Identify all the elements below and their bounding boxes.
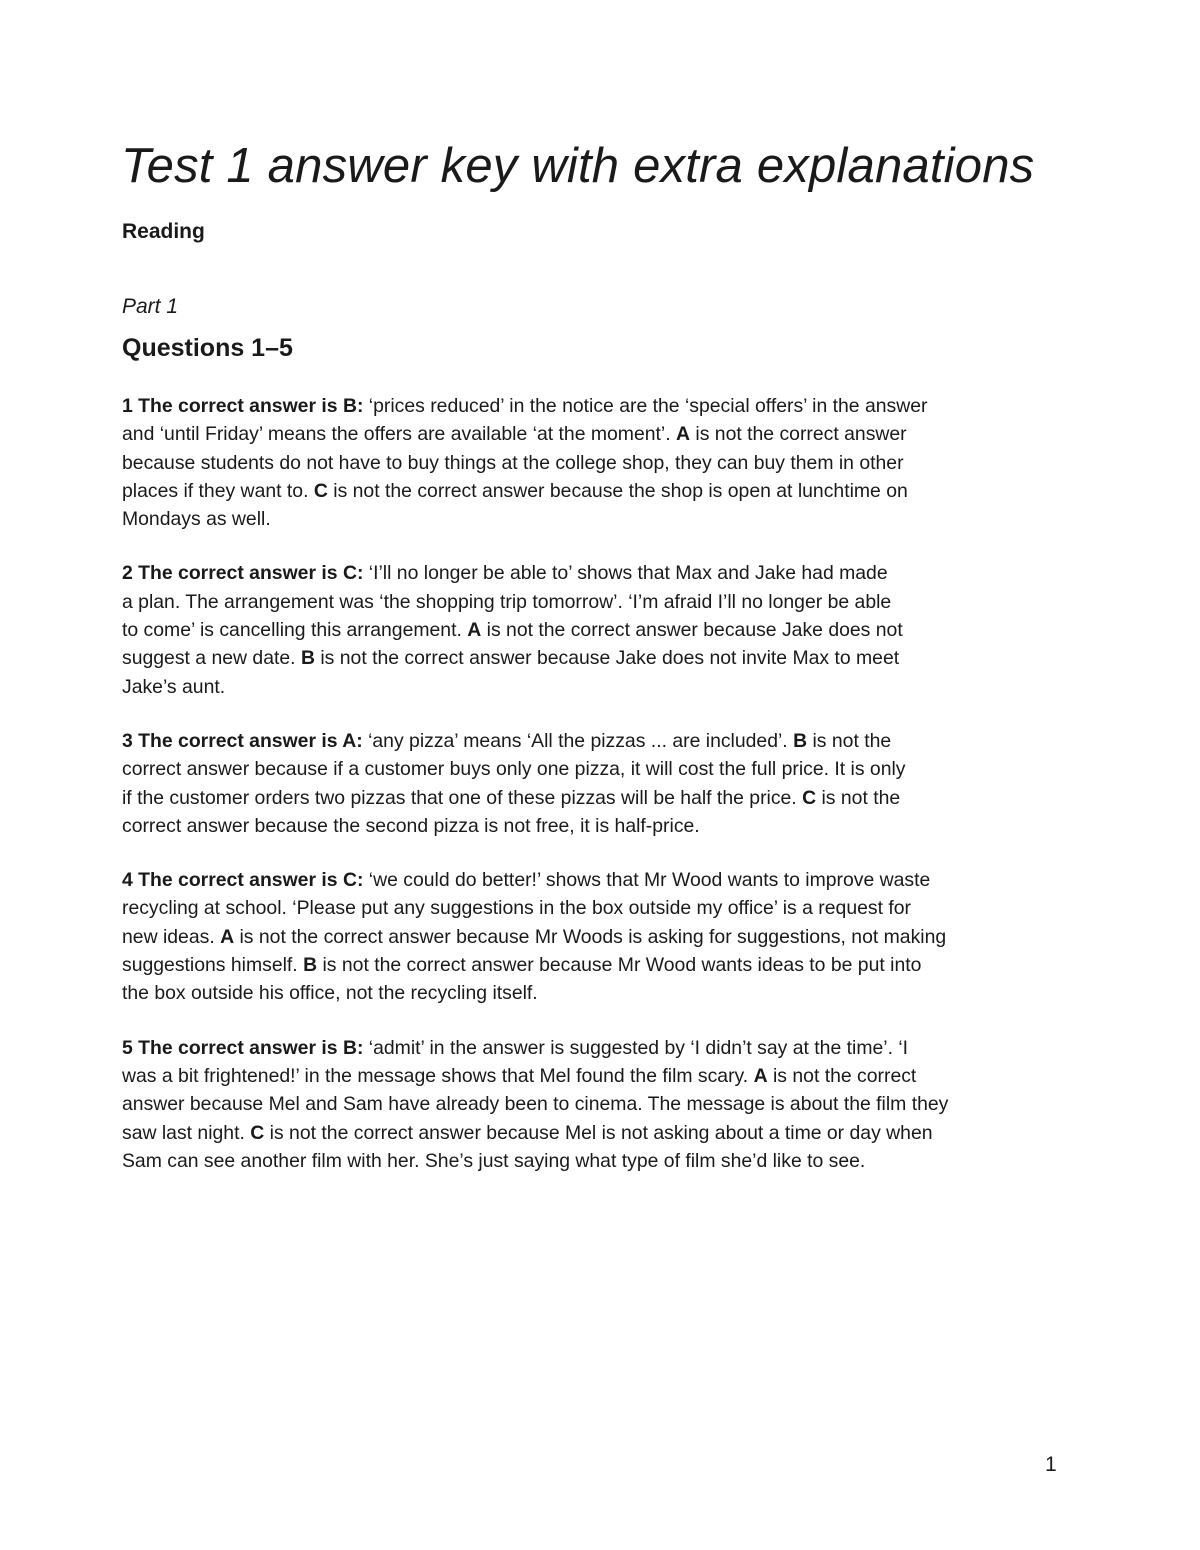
- answer-paragraph-5: [122, 1034, 1062, 1175]
- answer-text: Mondays as well.: [122, 508, 271, 531]
- answer-bold-text: A: [467, 619, 482, 642]
- answer-bold-text: A: [676, 423, 691, 446]
- answer-line: [122, 1062, 1062, 1090]
- answer-bold-text: 3 The correct answer is A:: [122, 729, 363, 752]
- answer-bold-text: A: [753, 1064, 768, 1087]
- answer-line: [122, 1034, 1062, 1062]
- answer-bold-text: 2 The correct answer is C:: [122, 562, 364, 585]
- answer-text: is not the: [807, 729, 892, 752]
- answer-line: [122, 1090, 1062, 1118]
- answer-text: is not the correct answer: [690, 423, 907, 446]
- answer-text: suggest a new date.: [122, 647, 301, 670]
- answer-text: is not the correct answer because Mr Wood wants ideas to be put into: [317, 954, 922, 977]
- answer-text: places if they want to.: [122, 479, 314, 502]
- answer-bold-text: C: [250, 1121, 265, 1144]
- answer-paragraph-2: [122, 559, 1062, 700]
- answer-bold-text: C: [313, 479, 328, 502]
- answer-bold-text: B: [303, 954, 318, 977]
- answer-text: ‘admit’ in the answer is suggested by ‘I didn’t say at the time’. ‘I: [363, 1036, 909, 1059]
- answer-line: [122, 755, 1062, 783]
- answer-line: [122, 923, 1062, 951]
- answer-text: correct answer because if a customer buys only one pizza, it will cost the full price. It is only: [122, 758, 906, 781]
- answer-text: ‘prices reduced’ in the notice are the ‘special offers’ in the answer: [363, 395, 928, 417]
- answer-line: [122, 616, 1062, 644]
- answer-paragraph-3: [122, 727, 1062, 840]
- answer-text: ‘any pizza’ means ‘All the pizzas ... are included’.: [362, 729, 794, 752]
- answer-text: is not the correct answer because Jake does not invite Max to meet: [314, 647, 900, 670]
- answer-text: recycling at school. ‘Please put any suggestions in the box outside my office’ is a request for: [122, 897, 911, 920]
- answer-bold-text: 4 The correct answer is C:: [122, 869, 364, 892]
- answer-text: if the customer orders two pizzas that one of these pizzas will be half the price.: [122, 786, 803, 809]
- answer-text: saw last night.: [122, 1121, 251, 1144]
- answer-line: [122, 449, 1062, 477]
- answer-line: [122, 559, 1062, 587]
- answer-text: is not the: [816, 786, 901, 809]
- answer-line: [122, 727, 1062, 755]
- answer-line: [122, 866, 1062, 894]
- answer-text: correct answer because the second pizza is not free, it is half-price.: [122, 814, 700, 837]
- answer-text: a plan. The arrangement was ‘the shopping trip tomorrow’. ‘I’m afraid I’ll no longer be able: [122, 590, 892, 613]
- answer-line: [122, 588, 1062, 616]
- section-heading-reading: Reading: [122, 220, 205, 243]
- answer-text: ‘I’ll no longer be able to’ shows that Max and Jake had made: [363, 562, 888, 585]
- answer-list: [122, 392, 1062, 1201]
- answer-paragraph-4: [122, 866, 1062, 1007]
- answer-text: Jake’s aunt.: [122, 675, 226, 698]
- answer-line: [122, 951, 1062, 979]
- answer-text: answer because Mel and Sam have already been to cinema. The message is about the film they: [122, 1093, 949, 1116]
- answer-text: is not the correct answer because Mel is not asking about a time or day when: [264, 1121, 933, 1144]
- page-title: Test 1 answer key with extra explanations: [121, 139, 1035, 193]
- answer-text: and ‘until Friday’ means the offers are available ‘at the moment’.: [122, 423, 676, 446]
- answer-bold-text: C: [802, 786, 817, 809]
- answer-text: is not the correct answer because the shop is open at lunchtime on: [327, 479, 908, 502]
- answer-paragraph-1: [122, 392, 1062, 533]
- answer-bold-text: 5 The correct answer is B:: [122, 1036, 364, 1059]
- answer-text: is not the correct answer because Mr Woods is asking for suggestions, not making: [234, 925, 947, 948]
- answer-line: [122, 894, 1062, 922]
- answer-line: [122, 1119, 1062, 1147]
- answer-line: [122, 812, 1062, 840]
- answer-line: [122, 644, 1062, 672]
- answer-line: [122, 784, 1062, 812]
- answer-bold-text: 1 The correct answer is B:: [122, 395, 364, 417]
- answer-bold-text: B: [793, 729, 808, 752]
- answer-text: was a bit frightened!’ in the message shows that Mel found the film scary.: [122, 1064, 754, 1087]
- answer-line: [122, 477, 1062, 505]
- answer-bold-text: A: [220, 925, 235, 948]
- answer-text: ‘we could do better!’ shows that Mr Wood wants to improve waste: [363, 869, 931, 892]
- answer-line: [122, 673, 1062, 701]
- answer-line: [122, 505, 1062, 533]
- answer-text: because students do not have to buy things at the college shop, they can buy them in other: [122, 451, 904, 474]
- answer-line: [122, 420, 1062, 448]
- answer-line: [122, 392, 1062, 420]
- answer-line: [122, 979, 1062, 1007]
- answer-text: new ideas.: [122, 925, 221, 948]
- answer-text: to come’ is cancelling this arrangement.: [122, 619, 468, 642]
- page-number: 1: [1045, 1453, 1057, 1476]
- answer-line: [122, 1147, 1062, 1175]
- answer-text: is not the correct answer because Jake does not: [481, 619, 903, 642]
- answer-text: suggestions himself.: [122, 954, 304, 977]
- answer-text: Sam can see another film with her. She’s just saying what type of film she’d like to see.: [122, 1149, 866, 1172]
- answer-text: the box outside his office, not the recycling itself.: [122, 982, 538, 1005]
- answer-text: is not the correct: [767, 1064, 917, 1087]
- part-label: Part 1: [122, 295, 179, 318]
- answer-bold-text: B: [300, 647, 315, 670]
- questions-heading: Questions 1–5: [122, 334, 293, 362]
